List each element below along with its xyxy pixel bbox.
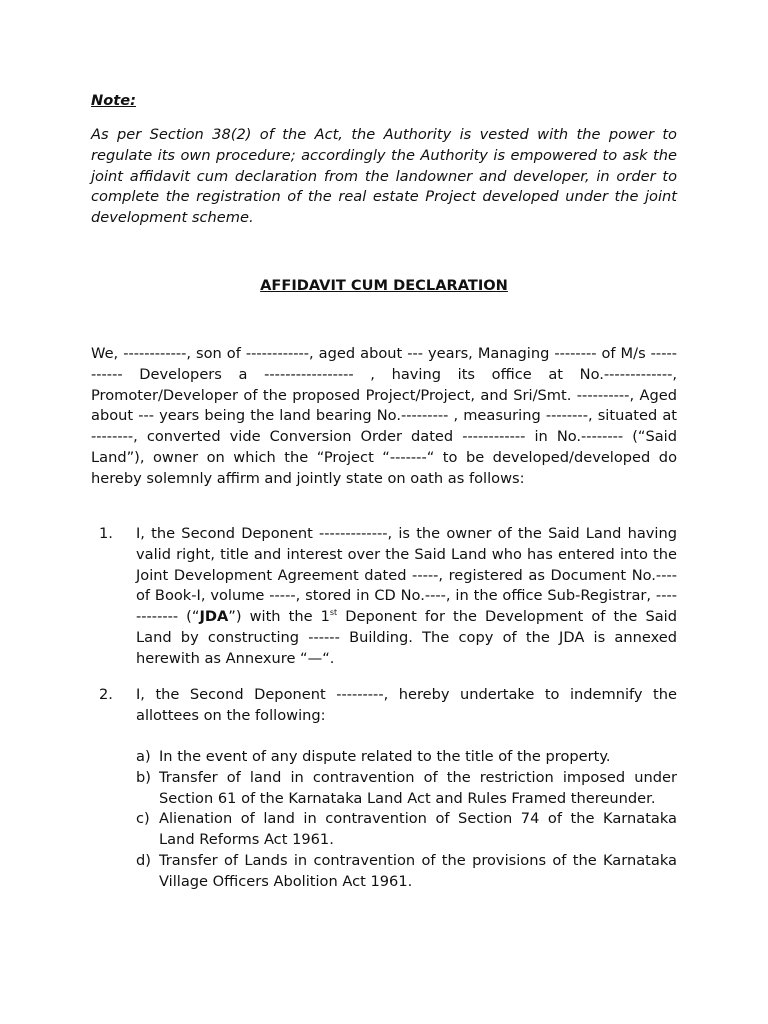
sublist-text: Transfer of land in contravention of the restriction imposed under Section 61 of the Karnataka Land Act and Rules Framed thereunder. (159, 768, 677, 807)
text-part: I, the Second Deponent -------------, is the owner of the Said Land having valid right, title and interest over the Said Land who has entered into the Joint Development Agreement dated -----, registered as Document No.---- of Book-I, volume -----, stored in CD No.----, in the office Sub-Registrar, ------------ (“ (136, 525, 677, 626)
sublist-text: In the event of any dispute related to the title of the property. (159, 748, 611, 765)
sublist-item-a (136, 747, 677, 768)
jda-bold: JDA (199, 608, 229, 626)
sublist-letter: c) (136, 810, 150, 828)
text-part: ”) with the 1 (228, 608, 330, 626)
document-title: AFFIDAVIT CUM DECLARATION (260, 277, 508, 294)
list-item-text (136, 524, 677, 670)
list-item-number: 1. (99, 525, 113, 542)
sublist-item-b (136, 768, 677, 810)
intro-paragraph: We, ------------, son of ------------, aged about --- years, Managing -------- of M/s ----------- Developers a ----------------- , having its office at No.-------------, Promoter/Developer of the proposed Project/Project, and Sri/Smt. ----------, Aged about --- years being the land bearing No.--------- , measuring --------, situated at --------, converted vide Conversion Order dated ------------ in No.-------- (“Said Land”), owner on which the “Project “-------“ to be developed/developed do hereby solemnly affirm and jointly state on oath as follows: (91, 345, 677, 487)
sublist-text: Transfer of Lands in contravention of the provisions of the Karnataka Village Officers Abolition Act 1961. (159, 851, 677, 890)
list-item-number: 2. (99, 686, 113, 703)
sublist-letter: a) (136, 748, 151, 765)
ordinal-suffix: st (329, 608, 338, 618)
note-heading: Note: (91, 92, 136, 109)
sublist-text: Alienation of land in contravention of Section 74 of the Karnataka Land Reforms Act 1961. (159, 810, 677, 849)
note-body: As per Section 38(2) of the Act, the Authority is vested with the power to regulate its own procedure; accordingly the Authority is empowered to ask the joint affidavit cum declaration from the landowner and developer, in order to complete the registration of the real estate Project developed under the joint development scheme. (91, 126, 677, 227)
list-item-text: I, the Second Deponent ---------, hereby undertake to indemnify the allottees on the following: (136, 686, 677, 724)
list-item-1 (91, 524, 677, 670)
text-part: Deponent for the Development of the Said Land by constructing ------ Building. The copy of the JDA is annexed herewith as Annexure “—“. (136, 608, 677, 667)
sublist-item-c (136, 809, 677, 851)
list-item-2 (91, 685, 677, 727)
sublist-letter: d) (136, 851, 151, 869)
sublist-item-d (136, 851, 677, 893)
sublist-letter: b) (136, 768, 151, 786)
indemnity-sublist (136, 747, 677, 893)
